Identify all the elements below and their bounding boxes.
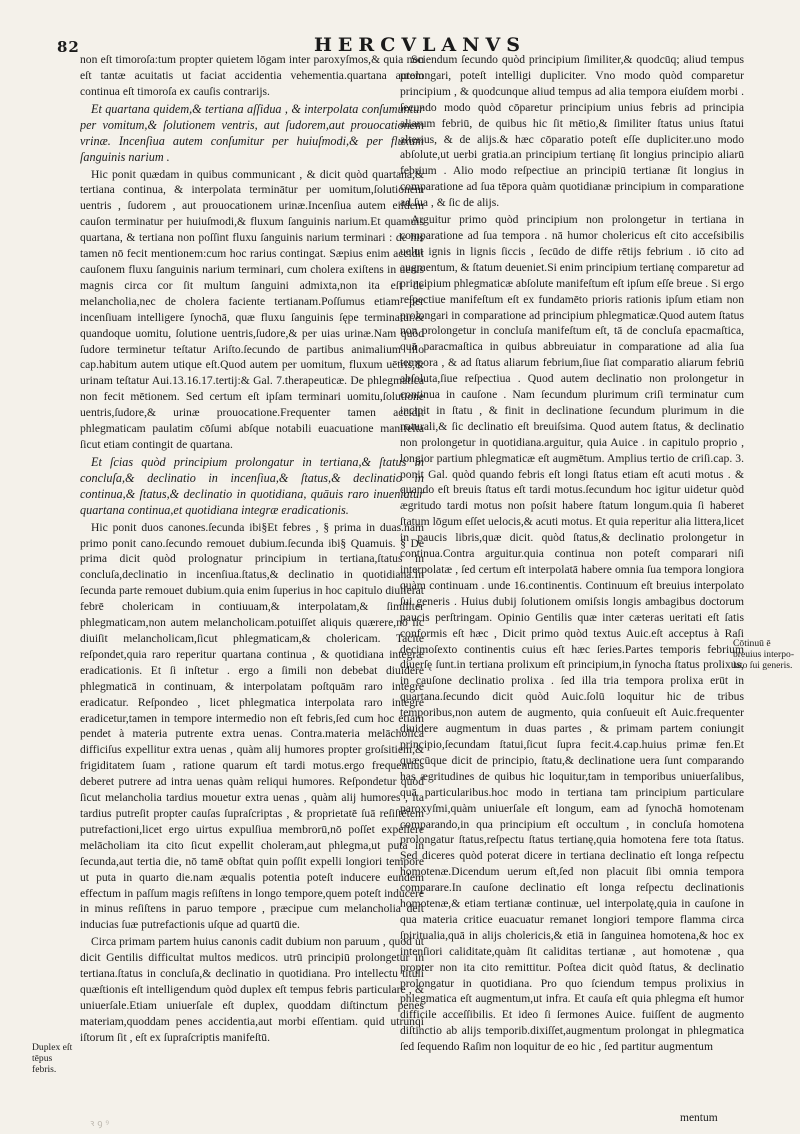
commentary-paragraph: Sciendum ſecundo quòd principium ſimiliter,& quodcūq; aliud tempus prolongari, poteſt intelligi dupliciter. Vno modo quòd comparetur principium , & quodcunque aliud tempus ad alia tempora eiuſdem morbi . ſecundo modo quòd cōparetur principium unius febris ad principia aliarum febriū, de quibus hic ſit mētio,& ſimiliter ſtatus unius ſtatui alterius, & de alijs.& hæc cōparatio poteſt eſſe dupliciter.uno modo abſolute,ut uerbi gratia.an principium tertianę ſit longius principio aliarū febrium . Alio modo reſpectiue an principiū tertianæ ſit longius in comparatione ad ſua tēpora quàm quotidianæ principium in comparatione ad ſua , & ſic de alijs. [400,53,744,210]
marginal-note-left: Duplex eſt tēpus febris. [32,1042,73,1075]
paragraph: non eſt timoroſa:tum propter quietem lōgam inter paroxyſmos,& quia non eſt tantæ acuitatis ut faciat accidentia vehementia.quartana autem continua eſt timoroſa ex cauſis contrarijs. [80,53,424,98]
left-text-column [80,52,424,1114]
page-number: 82 [57,38,80,56]
lemma-italic: Et ſcias quòd principium prolongatur in tertiana,& ſtatus in concluſa,& declinatio in incenſiua,& ſtatus,& declinatio in continua,& ſtatus,& declinatio in quotidiana, quāuis raro inueniatur quartana continua,et quotidiana integræ eradicationis. [80,454,424,518]
right-text-column [400,52,744,1120]
lemma-italic: Et quartana quidem,& tertiana aſſidua , & interpolata conſumuntur per vomitum,& ſolutionem ventris, aut ſudorem,aut prouocationem vrinæ. Incenſiua autem conſumitur per huiuſmodi,& per fluxum ſanguinis narium . [80,101,424,165]
commentary-paragraph: Hic ponit duos canones.ſecunda ibi§Et febres , § prima in duas.nam primo ponit cano.ſecundo remouet dubium.ſecunda ibi§ Quamuis. § De prima dicit quòd prolognatur principium in tertiana,ſtatus in concluſa,declinatio in incenſiua.ſtatus,& declinatio in quotidiana.In ſecunda parte remouet dubium.quia enim ſuperius in hoc capitulo diuiſerat febrē cholericam in contiuuam,& interpolatam,& ſimiliter phlegmaticam,non autem melancholicam.potuiſſet aliquis quærere,nō ſic diuiſit melancholicam,ſicut phlegmaticam,& cholericam. Tacite reſpondet,quia raro reperitur quartana continua , & quotidiana integræ eradicationis. Et ſi inſtetur . ergo a ſimili non debebat diuidere phlegmaticā in continuam, & interpolatam poſtquām raro integre eradicatur. Reſpondeo , licet phlegmatica interpolata raro integre eradicetur,tamen in tempore intermedio non eſt febris,ſed cum hoc etiam pendet à materia putrente extra uenas. Contra.materia melācholica difficiſus expellitur extra uenas , quàm alij humores propter groſsitiem,& frigiditatem ſuam , ratione quarum eſt tardi motus.ergo frequentius deberet putrere ad intra uenas quàm reliqui humores. Reſpondetur quòd ſicut melancholia tardius mouetur extra uenas , quàm alij humores , ita tardius putreſit propter cauſas ſupraſcriptas , & proprietatē ſuā reſiſtētem putrefactioni,licet ergo uirtus expulſiua membrorū,nō poſſet expellere melācholiam ita cito ſicut expellit choleram,aut phlegma,ut puta in ſecunda,aut tertia die, nō tamē obſtat quin poſſit expelli longiori tempore ut puta in quarto die.nam æqualis potentia poteſt inducere eundem effectum in paſſum magis reſiſtens in longo tempore,quem poteſt inducere in minus reſiſtens in paruo tempore , præcipue cum melancholia deſt inducias ſuæ putrefactionis uſque ad quartū die. [80,520,424,932]
commentary-paragraph: Circa primam partem huius canonis cadit dubium non paruum , quod ut dicit Gentilis difficultat multos medicos. utrū principiū prolongetur in tertiana.ſtatus in concluſa,& declinatio in quotidiana. Pro intellectu tituli quæſtionis eſt intelligendum quòd duplex eſt tempus febris particulare , & uniuerſale.Etiam uniuerſale eſt duplex, quoddam diſtinctum penes materiam,quoddam penes accidentia,aut morbi eſſentiam. quid utrunqi iſtorum ſit , eſt ex ſupraſcriptis manifeſtū. [80,935,424,1044]
bleed-through-marks: ꝛꝯꝰ [90,1119,112,1129]
catchword: mentum [680,1112,718,1124]
commentary-paragraph: Arguitur primo quòd principium non prolongetur in tertiana in comparatione ad ſua tempora . nā humor cholericus eſt cito acceſsibilis uelut ignis in lignis ſiccis , ſecūdo de diffe rētijs febrium . iō cito ad augmentum, & ſtatum deueniet.Si enim principium tertianę comparetur ad principium phlegmaticæ abſolute manifeſtum eſt ipſum eſſe breue . Si ergo reſpectiue manifeſtum eſt ex fundamēto prioris rationis ipſum etiam non prolongari in comparatione ad principium phlegmaticæ.Quod autem ſtatus non prolongetur in concluſa manifeſtum eſt, tā de concluſa epacmaſtica, quā paracmaſtica in quibus abbreuiatur in comparatione ad alia ſua tempora , & ad ſtatus aliarum febrium,ſiue ſiat comparatio aliarum febriū abſoluta,ſiue reſpectiua . Quod autem declinatio non prolongetur in continua in cauſone . Nam ſecundum plurimum criſi terminatur cum incipit in ſtatu , & finit in declinatione ſecundum plurimum in die naturali,& ſic declinatio eſt breuiſsima. Quod autem ſtatus, & declinatio non prolongetur in quotidiana.arguitur, quia Auice . in capitulo proprio , longior partium phlegmaticæ eſt augmētum. Amplius tertio de criſi.cap. 3. ponit Gal. quòd quando febris eſt longi ſtatus etiam eſt acuti motus . & quando eſt breuis ſtatus eſt tardi motus.ſecundum hoc igitur uidetur quòd ægritudo tardi motus non poſsit habere ſtatum longum.quia ſi haberet ſtatum lōgum eſſet uelocis,& acuti motus. Et quia reperitur alia littera,licet in paucis libris,quæ dicit. quòd ſtatus,& declinatio prolongetur in continua.Contra arguitur.quia continua non poteſt comparari niſi interpolatæ , ſed certum eſt interpolatā habere omnia ſua tempora longiora quàm continuam . unde 16.continentis. Continuum eſt breuius interpolato ſui generis . Huius dubij ſolutionem omiſsis longis ambagibus doctorum paucis perſtringam. Opinio Gentilis quæ inter cæteras ueritati eſt ſatis conformis eſt hæc , Dicit primo quòd textus Auic.eſt acceptus à Raſi decimoſexto continentis cuius eſt hæc ſeries.Partes temporis febrium diuerſę ſunt.in tertiana prolixum eſt principium,in ſynocha ſtatus prolixus, in cauſone declinatio prolixa . ſed illa tria tempora prolixa erūt in quartana.ſecundo dicit quòd Auic.ſolū loquitur hic de tribus temporibus,non autem de augmento, quia conſueuit eſt Auic.frequenter diuidere augmentum in duas partes , & primam partem coniungit principio,ſecundam ſtatui,ſicut ſupra fecit.4.cap.huius primæ fen.Et quæcūque dicit de principio, ſtatu,& declinatione uera ſunt comparando has ægritudines de quibus hic loquitur,tam in temporibus uniuerſalibus, quā particularibus.hoc modo in tertiana tam principium particulare paroxyſmi,quàm uniuerſale eſt longum, eam ad ſynochā homotenam comparando,in qua principium eſt occultum , in concluſa homotena prolongatur ſtatus,reſpectu ſtatus tertianę,quia homotena fere tota ſtatus. Sed diceres quòd poterat dicere in tertiana declinatio eſt longa reſpectu homotenæ.Dicendum uerum eſt,ſed non placuit ſibi omnia tempora comparare.In cauſone declinatio eſt longa reſpectu declinationis homotenæ,& etiam tertianæ continuæ, uel interpolatę,quia in cauſone in qua materia critice euacuatur remanet longiori tempore flamma circa ſpiritualia,quā in alijs cholericis,& etiā in ſanguinea homotena,& hoc ex intenſiori caliditate,quàm ſit caliditas tertianæ , aut homotenæ , qua propter non ita cito remittitur. Poſtea dicit quòd ſtatus, & declinatio prolongatur in quotidiana. Pro quo ſciendum tempus prolixius in phlegmatica eſt augmentum,ut infra. Et cauſa eſt quia phlegma eſt humor difficile acceſſibilis. Et ideo ſi ſermones Auice. fuiſſent de augmento diſtinctio ab alijs temporib.dixiſſet,augmentum prolongat in phlegmatica ſed ſequendo Raſim non loquitur de eo hic , ſed partitur augmentum [400,213,744,1054]
marginal-note-right: Cōtinuū ē breuius interpo- lato ſui generis. [733,638,795,671]
commentary-paragraph: Hic ponit quædam in quibus communicant , & dicit quòd quartana,& tertiana continua, & interpolata terminātur per uomitum,ſolutionem uentris , ſudorem , aut prouocationem urinæ.Incenſiua autem eiſdem cauſon terminatur per huiuſmodi,& fluxum ſanguinis narium.Et quamuis quartana, & tertiana non poſſint fluxu ſanguinis narium terminari : de his tamen nō fecit mentionem:cum hoc rarius contingat. Sæpius enim accidit cauſonem fluxu ſanguinis narium terminari, cum cholera exiſtens in uenis magnis circa cor ſit multum ſanguini admixta,non ita eſt de melancholia,nec de cholera faciente tertianam.Poſſumus etiam per incenſiuam intelligere ſynochā, quæ fluxu ſanguinis ſępe terminatur.& quandoque uomitu, ſolutione uentris,ſudore,& per uias urinæ.Nam quòd ſudore terminetur teſtatur Ariſto.ſecundo de partibus animalium illo cap.habitum autem utique eſt.Quod autem per uomitum, fluxum uētris,& urinam teſtatur Aui.13.16.17.tertij:& Gal. 7.therapeuticæ. De phlegmatica non fecit mētionem. Sed certum eſt ipſam terminari uomitu,ſolutione uentris,ſudore,& urinæ prouocatione.Frequenter tamen accidit phlegmaticam paulatim cōſumi abſque notabili euacuatione manifeſta ſicut etiam contingit de quartana. [80,167,424,451]
running-title: HERCVLANVS [313,34,527,56]
